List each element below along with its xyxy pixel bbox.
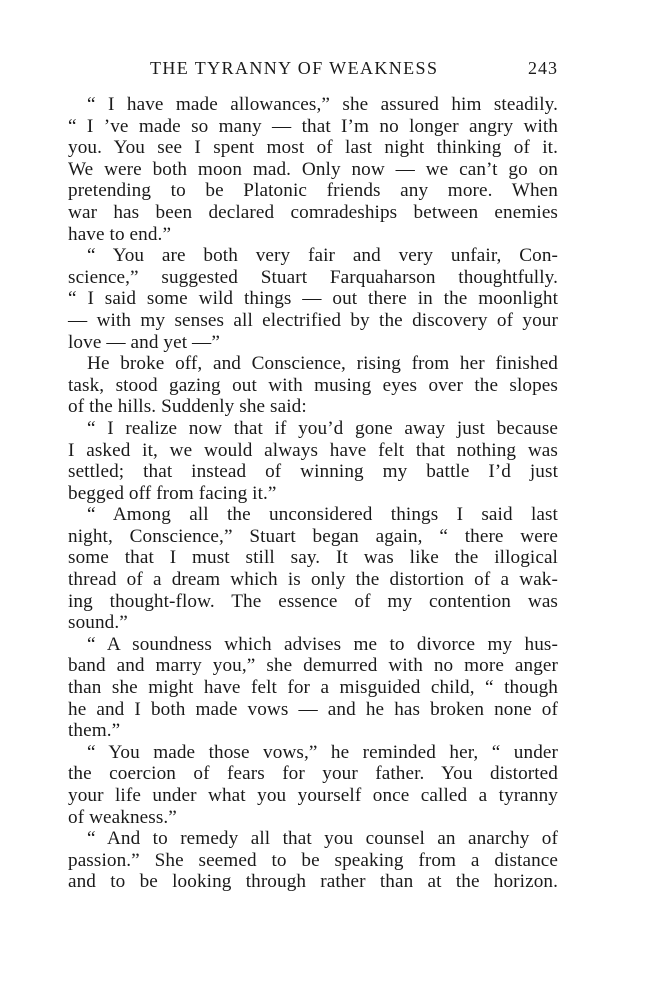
text-line: task, stood gazing out with musing eyes over the slopes (68, 374, 558, 396)
text-line: “ I realize now that if you’d gone away just because (87, 417, 558, 439)
text-line: your life under what you yourself once called a tyranny (68, 785, 558, 806)
book-page (68, 58, 558, 893)
text-line: you. You see I spent most of last night thinking of it. (68, 137, 558, 159)
text-line: passion.” She seemed to be speaking from a distance (68, 849, 558, 871)
text-line: thread of a dream which is only the distortion of a wak- (68, 569, 558, 591)
text-line: sound.” (68, 612, 128, 634)
text-line: ing thought-flow. The essence of my contention was (68, 590, 558, 612)
text-line: war has been declared comradeships between enemies (68, 201, 558, 223)
text-line: them.” (68, 720, 121, 742)
text-line: he and I both made vows — and he has broken none of (68, 698, 558, 720)
text-line: “ I have made allowances,” she assured him steadily. (87, 94, 558, 115)
text-line: “ You are both very fair and very unfair, Con- (87, 245, 558, 267)
text-line: We were both moon mad. Only now — we can’t go on (68, 158, 558, 180)
text-line: some that I must still say. It was like the illogical (68, 547, 558, 569)
text-line: “ A soundness which advises me to divorce my hus- (87, 633, 558, 655)
text-line: love — and yet —” (68, 331, 220, 353)
text-line: band and marry you,” she demurred with no more anger (68, 655, 558, 677)
body-text (68, 94, 558, 893)
text-line: “ And to remedy all that you counsel an anarchy of (87, 828, 558, 850)
text-line: night, Conscience,” Stuart began again, “ there were (68, 525, 558, 547)
running-header (68, 58, 558, 94)
text-line: have to end.” (68, 223, 172, 245)
text-line: — with my senses all electrified by the discovery of your (68, 309, 558, 331)
text-line: pretending to be Platonic friends any more. When (68, 180, 558, 202)
page-number: 243 (528, 58, 558, 78)
text-line: I asked it, we would always have felt that nothing was (68, 439, 558, 461)
text-line: “ I ’ve made so many — that I’m no longer angry with (68, 115, 558, 137)
text-line: “ I said some wild things — out there in the moonlight (68, 288, 558, 310)
text-line: than she might have felt for a misguided child, “ though (68, 677, 558, 699)
text-line: the coercion of fears for your father. You distorted (68, 763, 558, 785)
text-line: science,” suggested Stuart Farquaharson thoughtfully. (68, 266, 558, 288)
text-line: “ You made those vows,” he reminded her, “ under (87, 741, 558, 763)
text-line: He broke off, and Conscience, rising from her finished (87, 353, 558, 375)
text-line: settled; that instead of winning my battle I’d just (68, 461, 558, 483)
text-line: of weakness.” (68, 806, 177, 828)
text-line: “ Among all the unconsidered things I said last (87, 504, 558, 526)
running-title: THE TYRANNY OF WEAKNESS (150, 58, 439, 78)
text-line: and to be looking through rather than at the horizon. (68, 871, 558, 893)
text-line: of the hills. Suddenly she said: (68, 396, 307, 418)
text-line: begged off from facing it.” (68, 482, 277, 504)
